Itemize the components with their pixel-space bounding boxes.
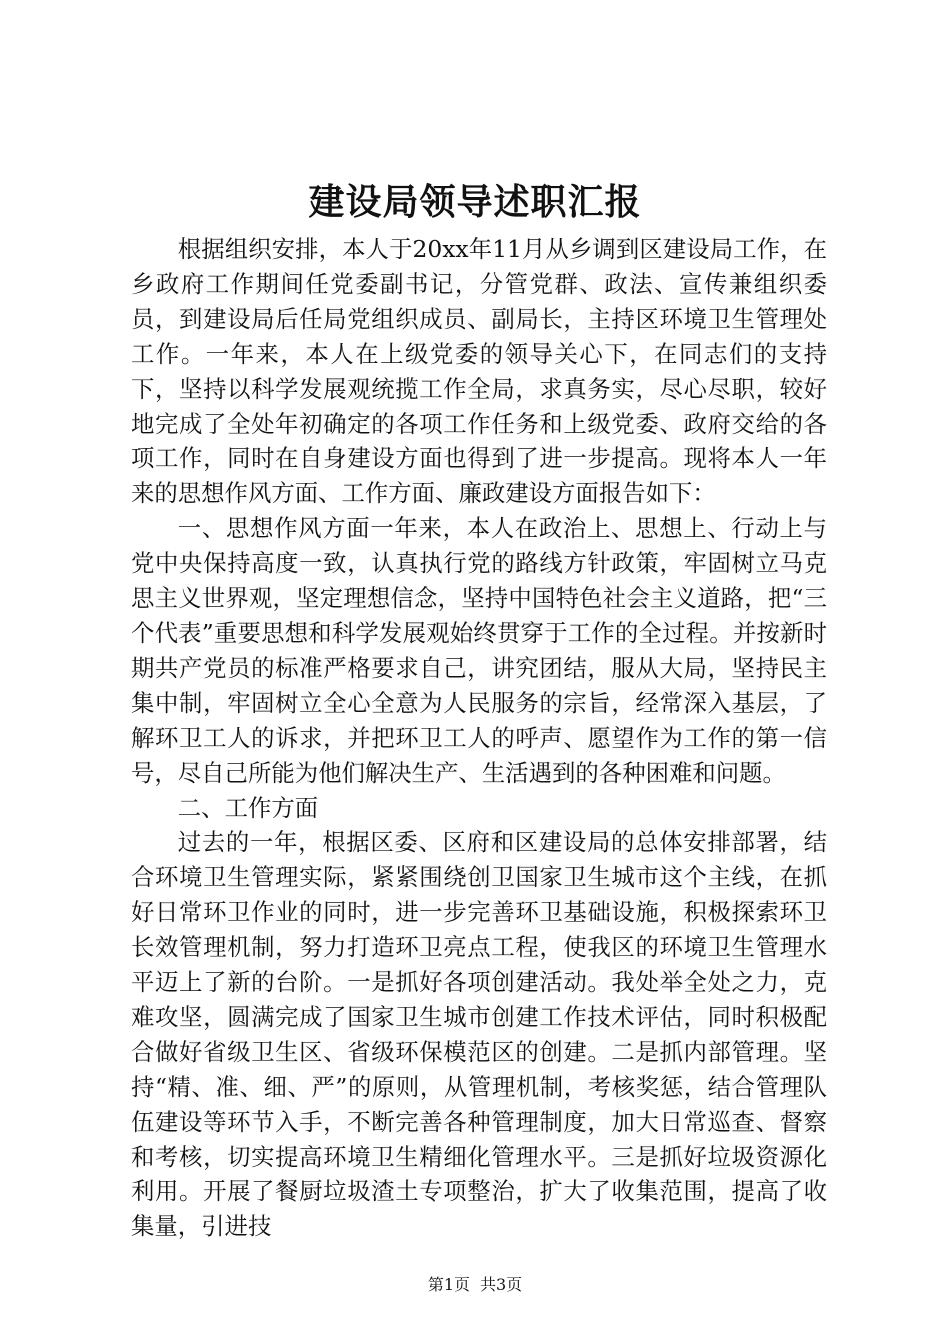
page-number: 第1页	[427, 1275, 470, 1294]
page-footer	[0, 1274, 950, 1296]
document-title: 建设局领导述职汇报	[308, 181, 642, 223]
page-total: 共3页	[480, 1275, 523, 1294]
paragraph: 根据组织安排，本人于20xx年11月从乡调到区建设局工作，在乡政府工作期间任党委副书记，分管党群、政法、宣传兼组织委员，到建设局后任局党组织成员、副局长，主持区环境卫生管理处工作。一年来，本人在上级党委的领导关心下，在同志们的支持下，坚持以科学发展观统揽工作全局，求真务实，尽心尽职，较好地完成了全处年初确定的各项工作任务和上级党委、政府交给的各项工作，同时在自身建设方面也得到了进一步提高。现将本人一年来的思想作风方面、工作方面、廉政建设方面报告如下：	[131, 235, 827, 508]
paragraph: 二、工作方面	[177, 793, 319, 822]
paragraph: 过去的一年，根据区委、区府和区建设局的总体安排部署，结合环境卫生管理实际，紧紧围绕创卫国家卫生城市这个主线，在抓好日常环卫作业的同时，进一步完善环卫基础设施，积极探索环卫长效管理机制，努力打造环卫亮点工程，使我区的环境卫生管理水平迈上了新的台阶。一是抓好各项创建活动。我处举全处之力，克难攻坚，圆满完成了国家卫生城市创建工作技术评估，同时积极配合做好省级卫生区、省级环保模范区的创建。二是抓内部管理。坚持“精、准、细、严”的原则，从管理机制，考核奖惩，结合管理队伍建设等环节入手，不断完善各种管理制度，加大日常巡查、督察和考核，切实提高环境卫生精细化管理水平。三是抓好垃圾资源化利用。开展了餐厨垃圾渣土专项整治，扩大了收集范围，提高了收集量，引进技	[131, 828, 827, 1241]
document-body	[131, 232, 827, 1244]
paragraph: 一、思想作风方面一年来，本人在政治上、思想上、行动上与党中央保持高度一致，认真执行党的路线方针政策，牢固树立马克思主义世界观，坚定理想信念，坚持中国特色社会主义道路，把“三个代表”重要思想和科学发展观始终贯穿于工作的全过程。并按新时期共产党员的标准严格要求自己，讲究团结，服从大局，坚持民主集中制，牢固树立全心全意为人民服务的宗旨，经常深入基层，了解环卫工人的诉求，并把环卫工人的呼声、愿望作为工作的第一信号，尽自己所能为他们解决生产、生活遇到的各种困难和问题。	[131, 514, 827, 787]
